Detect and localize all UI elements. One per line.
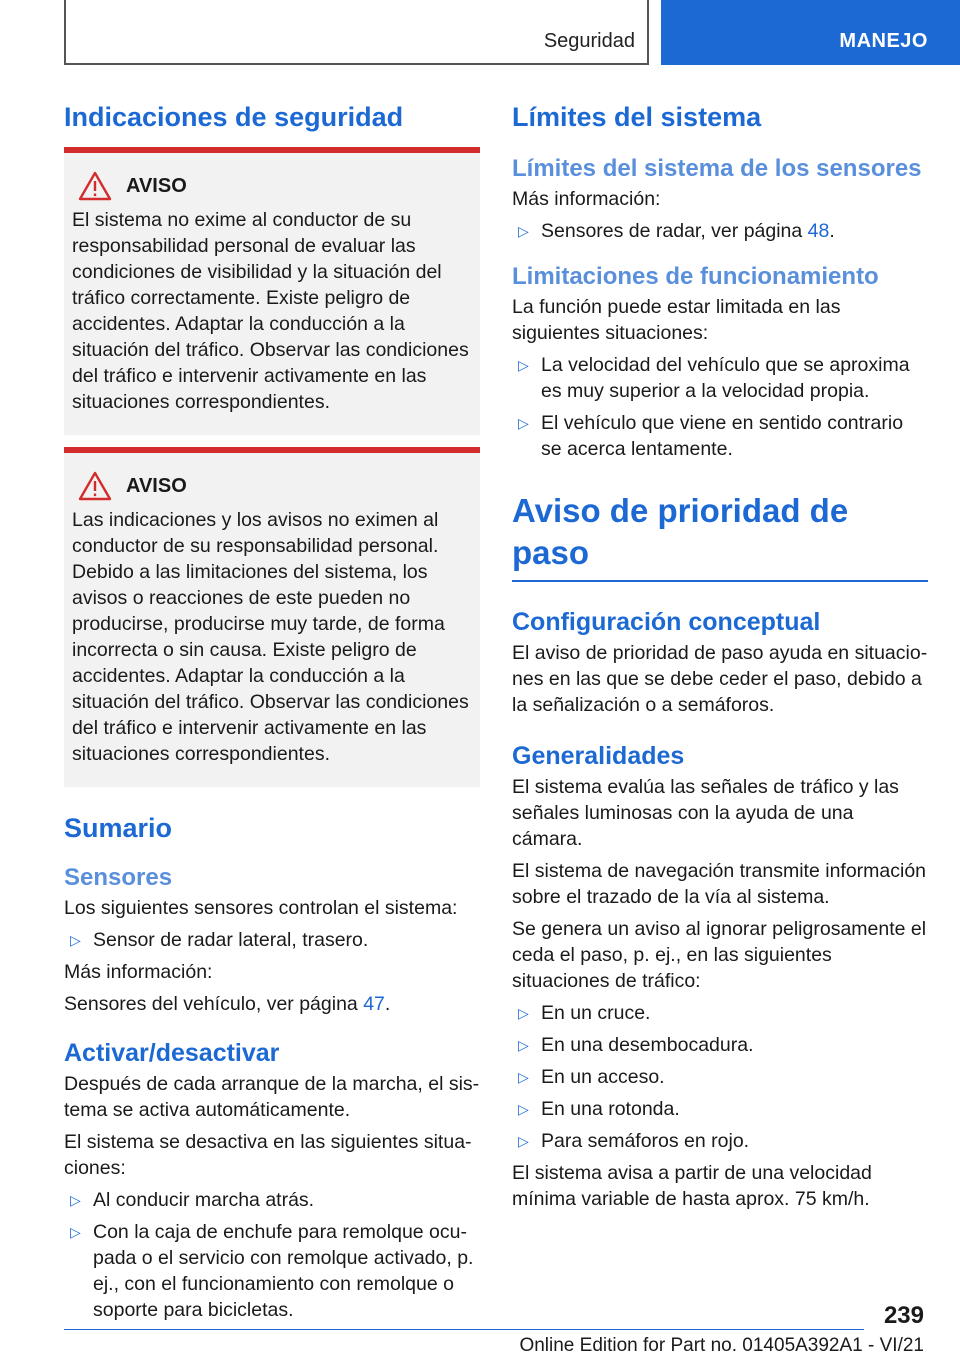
header-chapter-tab xyxy=(661,0,960,65)
activar-p1: Después de cada arranque de la marcha, el sistema se activa automáticamente. xyxy=(64,1073,480,1121)
limites-title: Límites del sistema xyxy=(512,102,762,132)
warning-box-1 xyxy=(64,147,480,435)
limites-more: Más información: xyxy=(512,188,661,210)
config-title: Configuración conceptual xyxy=(512,608,821,636)
list-item-text: El vehículo que viene en sentido contrario se acerca lentamente. xyxy=(541,412,904,460)
warning-text: Las indicaciones y los avisos no eximen al conductor de su responsabilidad personal. Debido a las limitaciones del sistema, los avisos o reacciones de este pueden no producirse, producirse muy tarde, de forma incorrecta o sin causa. Existe peligro de accidentes. Adaptar la conducción a la situación del tráfico. Observar las condiciones del tráfico e intervenir activamente en las situaciones correspondientes. xyxy=(72,509,469,765)
general-p2: El sistema de navegación transmite información sobre el trazado de la vía al sistema. xyxy=(512,860,927,908)
safety-title: Indicaciones de seguridad xyxy=(64,102,404,132)
list-item xyxy=(512,410,928,462)
list-item xyxy=(64,927,480,953)
list-item-text: Para semáforos en rojo. xyxy=(541,1130,750,1152)
general-p4: El sistema avisa a partir de una velocidad mínima variable de hasta aprox. 75 km/h. xyxy=(512,1162,872,1210)
left-column xyxy=(64,100,480,1323)
footer-divider xyxy=(64,1329,864,1330)
triangle-bullet-icon: ▷ xyxy=(70,932,81,948)
header-section-tab xyxy=(64,0,649,65)
warning-label: AVISO xyxy=(126,474,187,497)
sensores-ref xyxy=(64,991,480,1017)
activar-list xyxy=(64,1187,480,1323)
right-column xyxy=(512,100,928,1212)
sensores-ref-end: . xyxy=(384,993,391,1015)
limites-list xyxy=(512,218,928,244)
config-text: El aviso de prioridad de paso ayuda en situaciones en las que se debe ceder el paso, debido a la señalización o a semáforos. xyxy=(512,642,928,716)
limitaciones-intro: La función puede estar limitada en las siguientes situaciones: xyxy=(512,296,841,344)
sensores-ref-text: Sensores del vehículo, ver página xyxy=(64,993,364,1015)
list-item xyxy=(512,352,928,404)
header-section-label: Seguridad xyxy=(543,30,635,52)
general-list xyxy=(512,1000,928,1154)
sensores-title: Sensores xyxy=(64,864,173,891)
sensores-more: Más información: xyxy=(64,961,213,983)
list-item xyxy=(512,1000,928,1026)
triangle-bullet-icon: ▷ xyxy=(70,1192,81,1208)
sensores-list xyxy=(64,927,480,953)
activar-title: Activar/desactivar xyxy=(64,1039,280,1067)
list-item-text: Con la caja de enchufe para remolque ocupada o el servicio con remolque activado, p. ej., con el funcionamiento con remolque o soporte para bicicletas. xyxy=(93,1221,474,1321)
list-item xyxy=(512,1064,928,1090)
triangle-bullet-icon: ▷ xyxy=(518,1101,529,1117)
warning-triangle-icon xyxy=(78,471,112,501)
aviso-title: Aviso de prioridad de paso xyxy=(512,490,928,582)
list-item xyxy=(512,218,928,244)
list-item-text: La velocidad del vehículo que se aproxima es muy superior a la velocidad propia. xyxy=(541,354,910,402)
triangle-bullet-icon: ▷ xyxy=(518,1037,529,1053)
general-title: Generalidades xyxy=(512,742,685,770)
list-item-text: En un cruce. xyxy=(541,1002,651,1024)
page-link-48[interactable]: 48 xyxy=(807,220,830,242)
list-item xyxy=(64,1219,480,1323)
header-chapter-label: MANEJO xyxy=(839,30,928,52)
list-item-text: En una desembocadura. xyxy=(541,1034,754,1056)
warning-triangle-icon xyxy=(78,171,112,201)
list-item-text: Al conducir marcha atrás. xyxy=(93,1189,315,1211)
general-p1: El sistema evalúa las señales de tráfico y las señales luminosas con la ayuda de una cámara. xyxy=(512,776,899,850)
list-item-text: Sensores de radar, ver página xyxy=(541,220,808,242)
triangle-bullet-icon: ▷ xyxy=(518,415,529,431)
warning-header xyxy=(72,469,472,503)
footer-edition: Online Edition for Part no. 01405A392A1 - VI/21 xyxy=(519,1335,924,1356)
page-number: 239 xyxy=(883,1302,924,1329)
triangle-bullet-icon: ▷ xyxy=(518,1069,529,1085)
warning-text: El sistema no exime al conductor de su responsabilidad personal de evaluar las condiciones de visibilidad y la situación del tráfico correctamente. Existe peligro de accidentes. Adaptar la conducción a la situación del tráfico. Observar las condiciones del tráfico e intervenir activamente en las situaciones correspondientes. xyxy=(72,209,469,413)
general-p3: Se genera un aviso al ignorar peligrosamente el ceda el paso, p. ej., en las siguientes situaciones de tráfico: xyxy=(512,918,927,992)
triangle-bullet-icon: ▷ xyxy=(70,1224,81,1240)
limites-sub: Límites del sistema de los sensores xyxy=(512,155,922,182)
warning-label: AVISO xyxy=(126,174,187,197)
page-link-47[interactable]: 47 xyxy=(363,993,385,1015)
triangle-bullet-icon: ▷ xyxy=(518,1005,529,1021)
list-item-text: En un acceso. xyxy=(541,1066,665,1088)
triangle-bullet-icon: ▷ xyxy=(518,1133,529,1149)
limitaciones-list xyxy=(512,352,928,462)
list-item-text: En una rotonda. xyxy=(541,1098,680,1120)
list-item xyxy=(512,1128,928,1154)
list-item-end: . xyxy=(829,220,835,242)
triangle-bullet-icon: ▷ xyxy=(518,223,529,239)
sumario-title: Sumario xyxy=(64,813,173,843)
sensores-intro: Los siguientes sensores controlan el sistema: xyxy=(64,897,458,919)
limitaciones-title: Limitaciones de funcionamiento xyxy=(512,263,879,290)
list-item xyxy=(64,1187,480,1213)
triangle-bullet-icon: ▷ xyxy=(518,357,529,373)
list-item-text: Sensor de radar lateral, trasero. xyxy=(93,929,369,951)
warning-header xyxy=(72,169,472,203)
list-item xyxy=(512,1032,928,1058)
activar-p2: El sistema se desactiva en las siguientes situaciones: xyxy=(64,1131,472,1179)
warning-box-2 xyxy=(64,447,480,787)
list-item xyxy=(512,1096,928,1122)
